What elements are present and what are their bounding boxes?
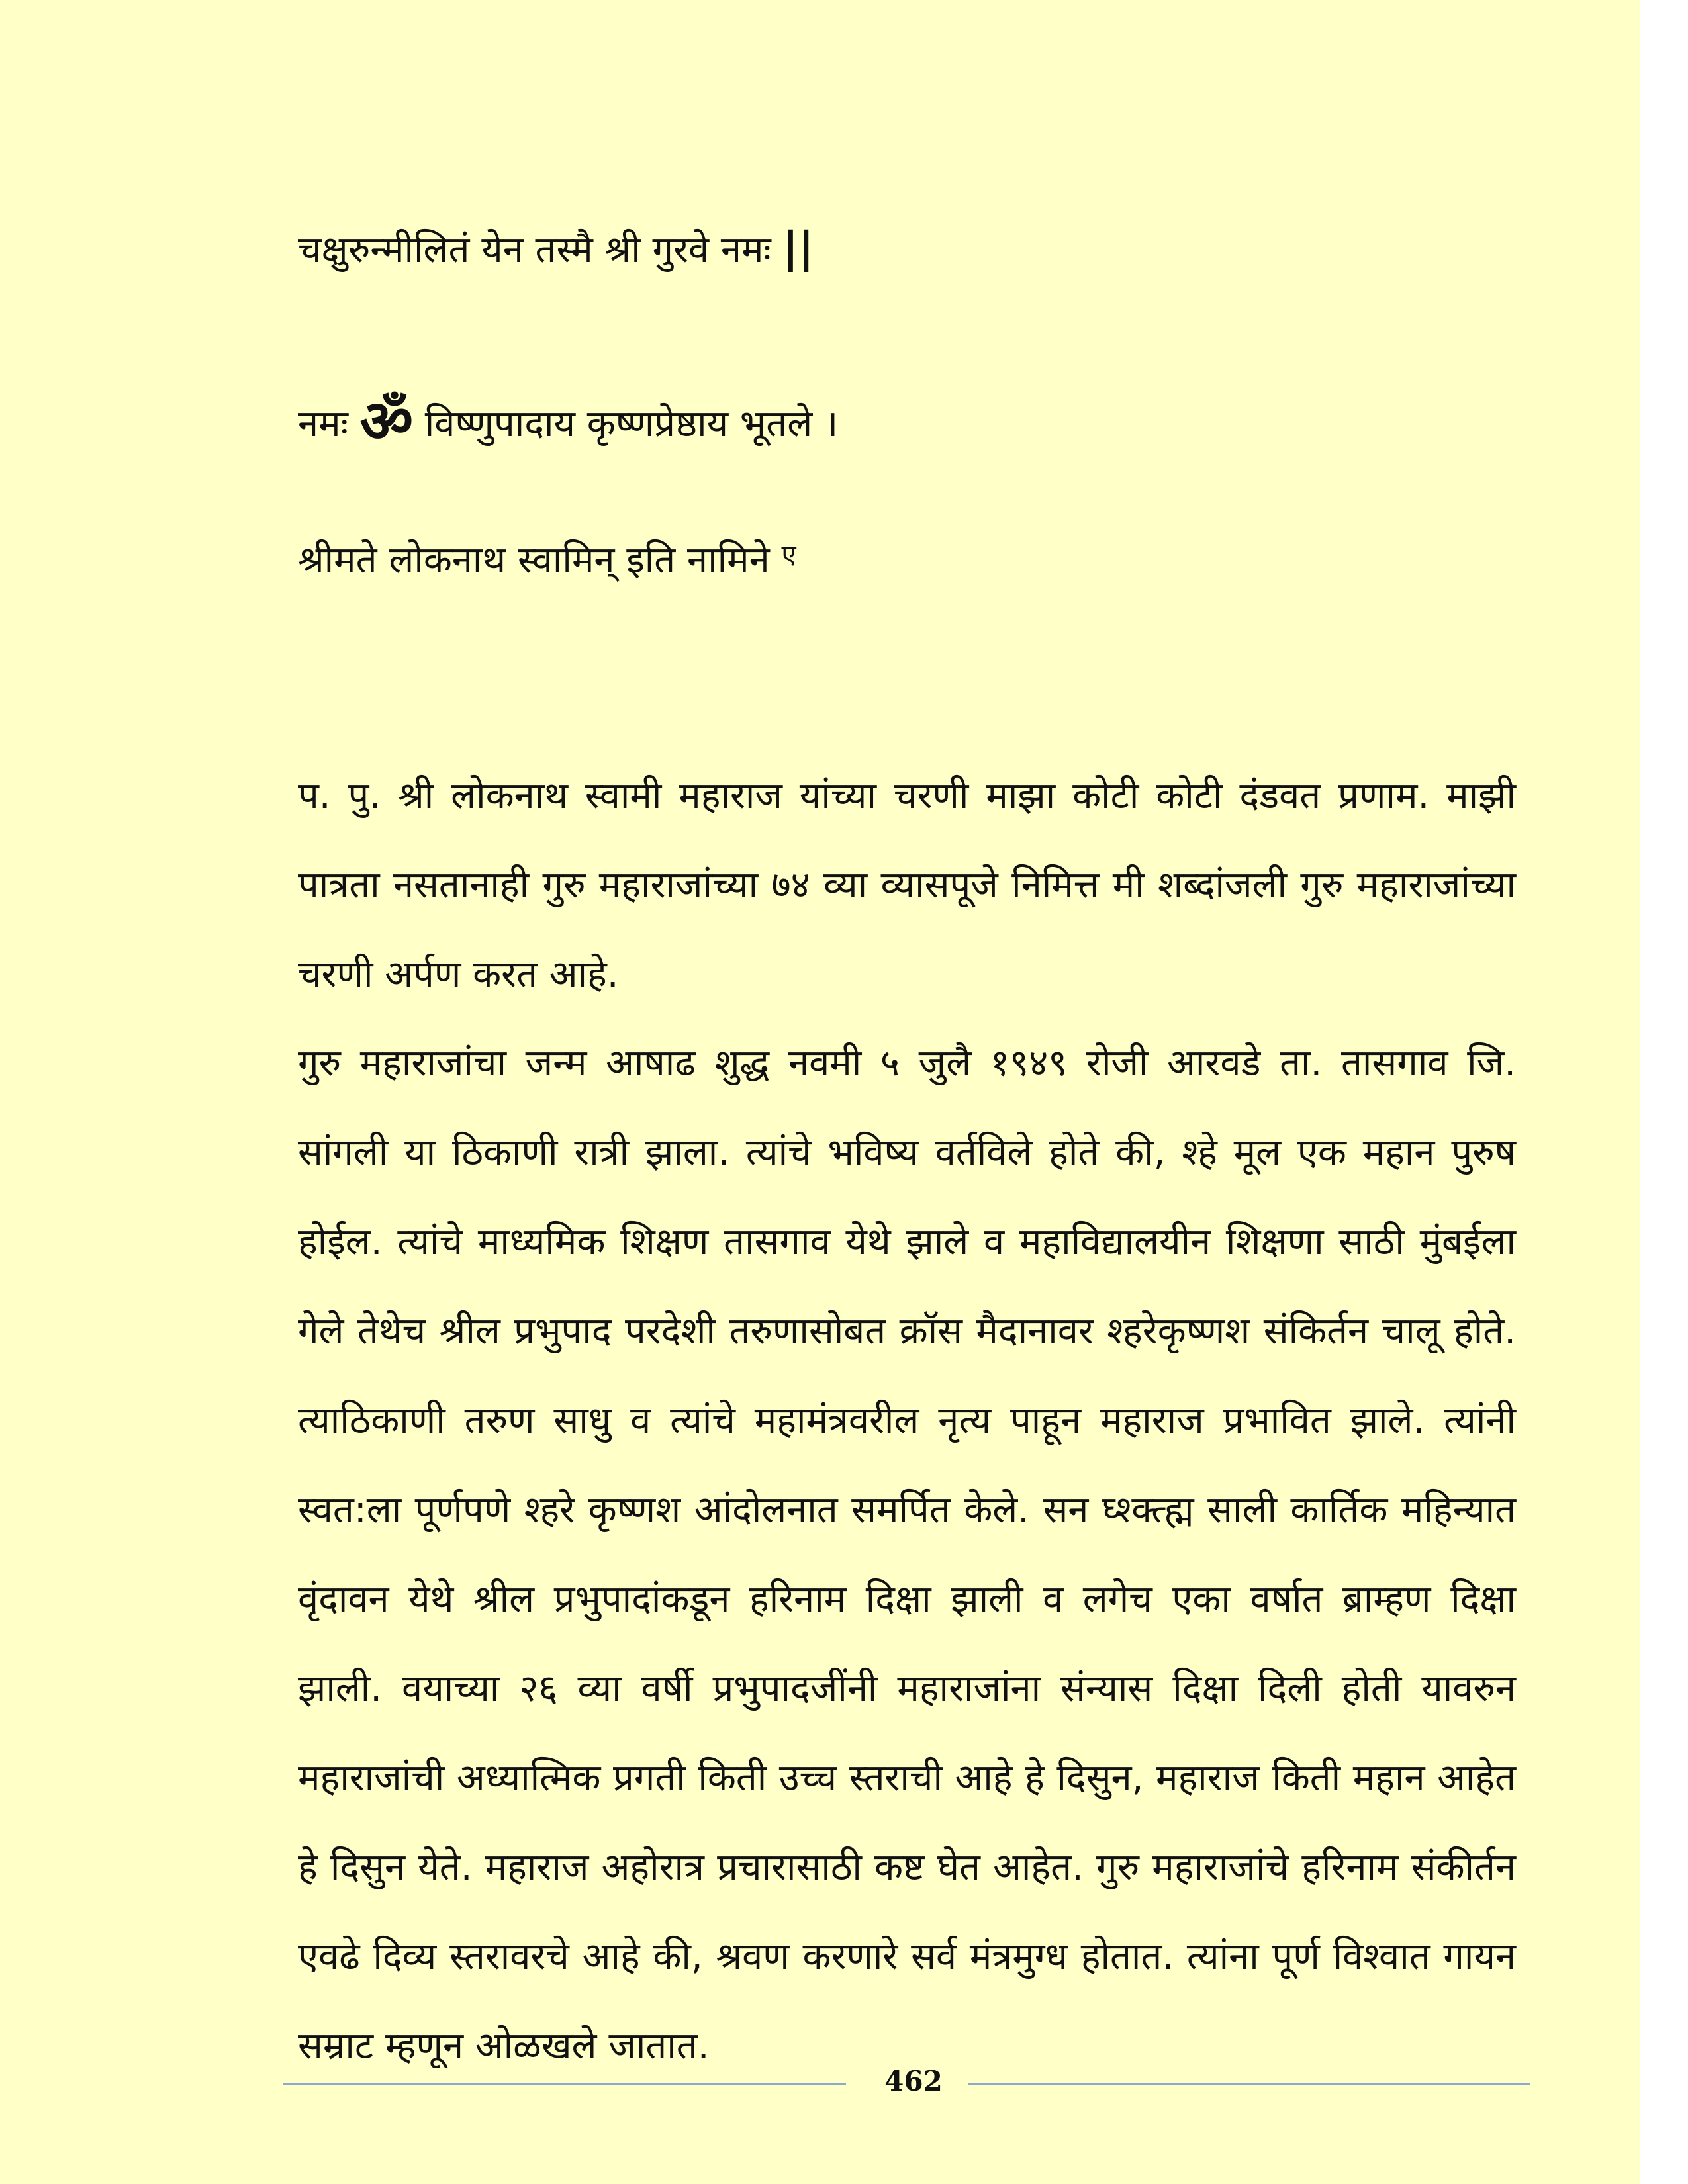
om-symbol: ॐ [359,387,413,455]
verse-line-1-text: चक्षुरुन्मीलितं येन तस्मै श्री गुरवे नमः [298,228,771,271]
verse-line-2 [298,387,839,455]
footer-rule-right [968,2083,1530,2085]
verse-line-3-text: श्रीमते लोकनाथ स्वामिन् इति नामिने [298,539,782,582]
verse-line-1 [298,224,814,273]
paragraph-biography: गुरु महाराजांचा जन्म आषाढ शुद्ध नवमी ५ जुलै १९४९ रोजी आरवडे ता. तासगाव जि. सांगली या ठिकाणी रात्री झाला. त्यांचे भविष्य वर्तविले होते की, श्हे मूल एक महान पुरुष होईल. त्यांचे माध्यमिक शिक्षण तासगाव येथे झाले व महाविद्यालयीन शिक्षणा साठी मुंबईला गेले तेथेच श्रील प्रभुपाद परदेशी तरुणासोबत क्रॉस मैदानावर श्हरेकृष्णश संकिर्तन चालू होते. त्याठिकाणी तरुण साधु व त्यांचे महामंत्रवरील नृत्य पाहून महाराज प्रभावित झाले. त्यांनी स्वत:ला पूर्णपणे श्हरे कृष्णश आंदोलनात समर्पित केले. सन घ्श्क्त्ह्म साली कार्तिक महिन्यात वृंदावन येथे श्रील प्रभुपादांकडून हरिनाम दिक्षा झाली व लगेच एका वर्षात ब्राम्हण दिक्षा झाली. वयाच्या २६ व्या वर्षी प्रभुपादजींनी महाराजांना संन्यास दिक्षा दिली होती यावरुन महाराजांची अध्यात्मिक प्रगती किती उच्च स्तराची आहे हे दिसुन, महाराज किती महान आहेत हे दिसुन येते. महाराज अहोरात्र प्रचारासाठी कष्ट घेत आहेत. गुरु महाराजांचे हरिनाम संकीर्तन एवढे दिव्य स्तरावरचे आहे की, श्रवण करणारे सर्व मंत्रमुग्ध होतात. त्यांना पूर्ण विश्वात गायन सम्राट म्हणून ओळखले जातात. [298,1042,1516,2068]
verse-line-2-prefix: नमः [298,402,348,445]
verse-line-3-end-mark: ए [781,539,796,570]
footer-rule-left [283,2083,846,2085]
page-number: 462 [884,2065,943,2097]
verse-line-2-suffix: विष्णुपादाय कृष्णप्रेष्ठाय भूतले । [424,402,839,445]
paragraph-dedication: प. पु. श्री लोकनाथ स्वामी महाराज यांच्या चरणी माझा कोटी कोटी दंडवत प्रणाम. माझी पात्रता नसतानाही गुरु महाराजांच्या ७४ व्या व्यासपूजे निमित्त मी शब्दांजली गुरु महाराजांच्या चरणी अर्पण करत आहे. [298,774,1516,996]
verse-line-3 [298,539,796,582]
verse-line-1-end-mark: || [782,224,814,273]
